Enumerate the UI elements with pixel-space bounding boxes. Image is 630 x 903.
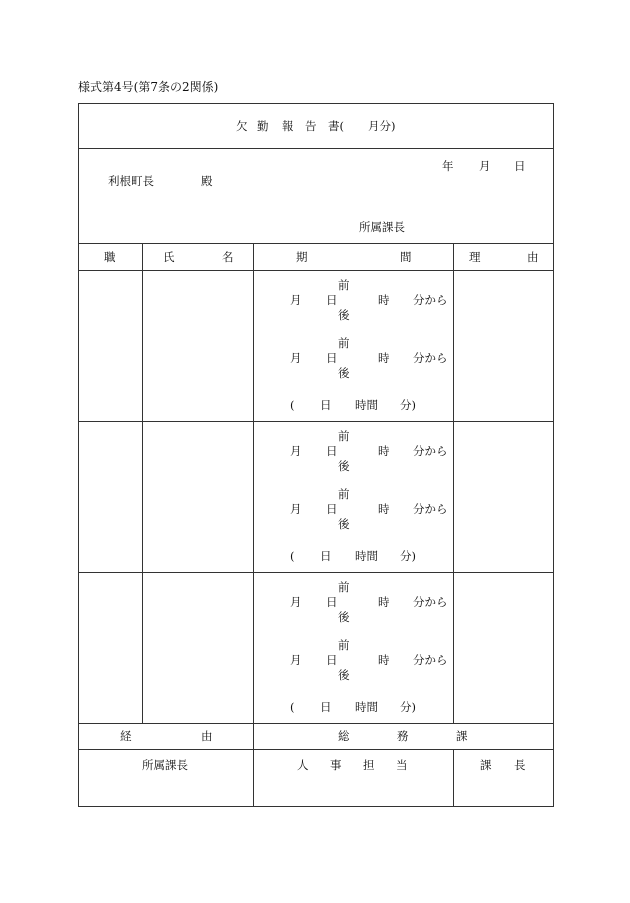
row2-month-b: 月 — [290, 502, 302, 516]
footer-personnel-2: 事 — [330, 758, 342, 772]
row3-total-open-paren: ( — [290, 700, 295, 714]
title-char-2: 勤 — [257, 119, 269, 133]
rule-below-header — [78, 270, 553, 271]
row1-day-a: 日 — [326, 293, 338, 307]
header-name-2: 名 — [222, 250, 234, 264]
row3-after-mark-b: 後 — [338, 668, 350, 682]
header-reason-1: 理 — [469, 250, 481, 264]
header-period-1: 期 — [296, 250, 308, 264]
row3-total-day: 日 — [320, 700, 332, 714]
footer-ga-1: 総 — [338, 729, 350, 743]
row1-hour-b: 時 — [378, 351, 390, 365]
row2-total-open-paren: ( — [290, 549, 295, 563]
rule-below-address — [78, 243, 553, 244]
row1-before-mark-a: 前 — [338, 278, 350, 292]
report-form-frame — [78, 103, 554, 807]
row2-month-a: 月 — [290, 444, 302, 458]
row3-total-hours: 時間 — [355, 700, 378, 714]
footer-personnel-4: 当 — [396, 758, 408, 772]
row1-total-minutes: 分) — [400, 398, 416, 412]
row3-before-mark-b: 前 — [338, 638, 350, 652]
footer-route-1: 経 — [120, 729, 132, 743]
row3-day-b: 日 — [326, 653, 338, 667]
row2-total-hours: 時間 — [355, 549, 378, 563]
submitter-title: 所属課長 — [359, 220, 405, 234]
row1-minute-from-b: 分から — [413, 351, 448, 365]
row2-hour-a: 時 — [378, 444, 390, 458]
footer-dept-manager: 所属課長 — [142, 758, 188, 772]
row2-before-mark-b: 前 — [338, 487, 350, 501]
row3-minute-from-a: 分から — [413, 595, 448, 609]
row1-month-b: 月 — [290, 351, 302, 365]
row2-after-mark-b: 後 — [338, 517, 350, 531]
title-char-4: 告 — [305, 119, 317, 133]
addressee-name: 利根町長 — [108, 174, 154, 188]
date-day: 日 — [514, 159, 526, 173]
row2-minute-from-b: 分から — [413, 502, 448, 516]
title-char-3: 報 — [282, 119, 294, 133]
row1-month-a: 月 — [290, 293, 302, 307]
col-divider-footer — [453, 749, 454, 806]
footer-route-2: 由 — [201, 729, 213, 743]
row3-after-mark-a: 後 — [338, 610, 350, 624]
title-char-5: 書( — [328, 119, 344, 133]
date-month: 月 — [479, 159, 491, 173]
col-divider-period — [453, 243, 454, 723]
header-name-1: 氏 — [163, 250, 175, 264]
row3-minute-from-b: 分から — [413, 653, 448, 667]
date-year: 年 — [442, 159, 454, 173]
footer-chief-2: 長 — [514, 758, 526, 772]
row2-after-mark-a: 後 — [338, 459, 350, 473]
footer-personnel-1: 人 — [297, 758, 309, 772]
rule-below-route — [78, 749, 553, 750]
row1-minute-from-a: 分から — [413, 293, 448, 307]
row3-month-a: 月 — [290, 595, 302, 609]
title-char-1: 欠 — [236, 119, 248, 133]
rule-row-1 — [78, 421, 553, 422]
row1-total-open-paren: ( — [290, 398, 295, 412]
footer-ga-3: 課 — [456, 729, 468, 743]
row3-before-mark-a: 前 — [338, 580, 350, 594]
rule-row-3 — [78, 723, 553, 724]
title-month-suffix: 月分) — [368, 119, 396, 133]
row2-before-mark-a: 前 — [338, 429, 350, 443]
row2-hour-b: 時 — [378, 502, 390, 516]
col-divider-name — [253, 243, 254, 806]
row1-day-b: 日 — [326, 351, 338, 365]
row2-minute-from-a: 分から — [413, 444, 448, 458]
row1-after-mark-b: 後 — [338, 366, 350, 380]
row2-total-minutes: 分) — [400, 549, 416, 563]
addressee-honorific: 殿 — [201, 174, 213, 188]
row2-day-a: 日 — [326, 444, 338, 458]
header-reason-2: 由 — [527, 250, 539, 264]
row1-total-day: 日 — [320, 398, 332, 412]
row3-day-a: 日 — [326, 595, 338, 609]
row1-hour-a: 時 — [378, 293, 390, 307]
row2-total-day: 日 — [320, 549, 332, 563]
row3-hour-a: 時 — [378, 595, 390, 609]
header-period-2: 間 — [400, 250, 412, 264]
row3-hour-b: 時 — [378, 653, 390, 667]
row3-month-b: 月 — [290, 653, 302, 667]
form-number-label: 様式第4号(第7条の2関係) — [78, 80, 219, 94]
row1-total-hours: 時間 — [355, 398, 378, 412]
footer-ga-2: 務 — [397, 729, 409, 743]
rule-below-title — [78, 148, 553, 149]
row1-after-mark-a: 後 — [338, 308, 350, 322]
header-position: 職 — [104, 250, 116, 264]
row3-total-minutes: 分) — [400, 700, 416, 714]
rule-row-2 — [78, 572, 553, 573]
footer-personnel-3: 担 — [363, 758, 375, 772]
row1-before-mark-b: 前 — [338, 336, 350, 350]
col-divider-position — [142, 243, 143, 723]
row2-day-b: 日 — [326, 502, 338, 516]
footer-chief-1: 課 — [480, 758, 492, 772]
